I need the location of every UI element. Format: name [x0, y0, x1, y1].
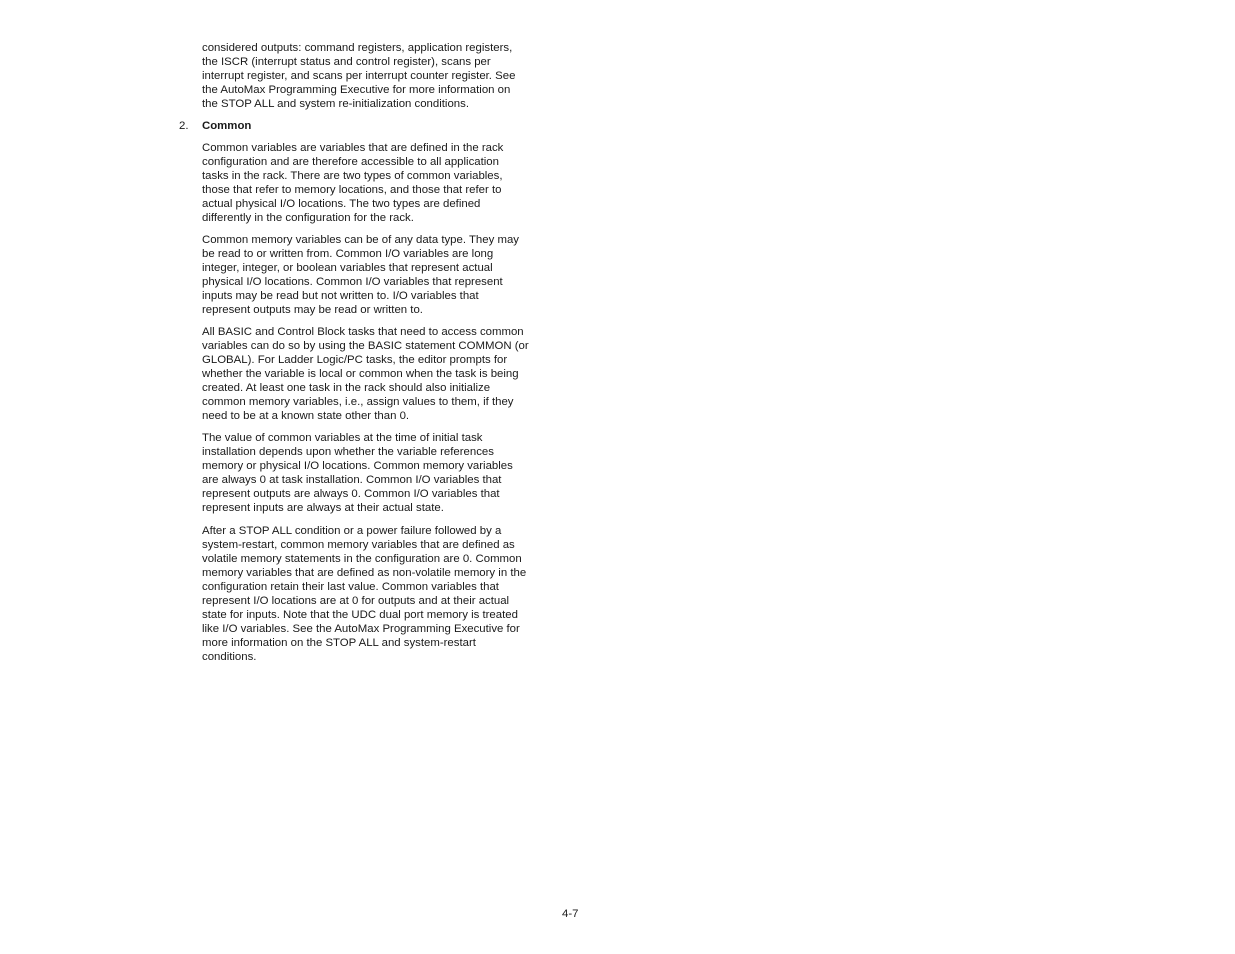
page-number: 4-7: [562, 908, 579, 920]
continued-paragraph: considered outputs: command registers, application registers, the ISCR (interrupt status and control register), scans per interrupt register, and scans per interrupt counter register. See the AutoMax Programming Executive for more information on the STOP ALL and system re-initialization conditions.: [202, 42, 516, 110]
section-paragraph: All BASIC and Control Block tasks that need to access common variables can do so by using the BASIC statement COMMON (or GLOBAL). For Ladder Logic/PC tasks, the editor prompts for whether the variable is local or common when the task is being created. At least one task in the rack should also initialize common memory variables, i.e., assign values to them, if they need to be at a known state other than 0.: [202, 326, 529, 422]
section-paragraph: Common variables are variables that are defined in the rack configuration and are therefore accessible to all application tasks in the rack. There are two types of common variables, those that refer to memory locations, and those that refer to actual physical I/O locations. The two types are defined differently in the configuration for the rack.: [202, 142, 504, 224]
section-paragraph: Common memory variables can be of any data type. They may be read to or written from. Common I/O variables are long integer, integer, or boolean variables that represent actual physical I/O locations. Common I/O variables that represent inputs may be read but not written to. I/O variables that represent outputs may be read or written to.: [202, 234, 519, 316]
section-title: Common: [202, 120, 252, 132]
section-number: 2.: [179, 120, 189, 132]
section-paragraph: After a STOP ALL condition or a power failure followed by a system-restart, common memory variables that are defined as volatile memory statements in the configuration are 0. Common memory variables that are defined as non-volatile memory in the configuration retain their last value. Common variables that represent I/O locations are at 0 for outputs and at their actual state for inputs. Note that the UDC dual port memory is treated like I/O variables. See the AutoMax Programming Executive for more information on the STOP ALL and system-restart conditions.: [202, 525, 527, 663]
section-paragraph: The value of common variables at the time of initial task installation depends upon whether the variable references memory or physical I/O locations. Common memory variables are always 0 at task installation. Common I/O variables that represent outputs are always 0. Common I/O variables that represent inputs are always at their actual state.: [202, 432, 513, 514]
